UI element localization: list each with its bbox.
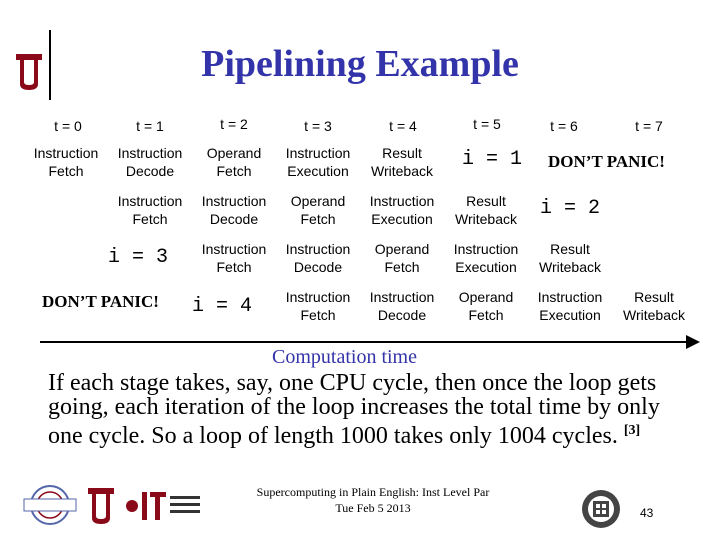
stage-operand-fetch: Operand Fetch (206, 145, 262, 179)
panic-label: DON’T PANIC! (42, 292, 159, 311)
footer-line: Supercomputing in Plain English: Inst Level Par (256, 485, 490, 499)
stage-instruction-decode: Instruction Decode (285, 241, 351, 275)
stage-instruction-fetch: Instruction Fetch (285, 289, 351, 323)
time-label: t = 3 (304, 118, 332, 134)
iteration-label: i = 2 (540, 197, 601, 220)
page-number: 43 (640, 506, 654, 520)
stage-operand-fetch: Operand Fetch (458, 289, 514, 323)
slide-title: Pipelining Example (201, 43, 519, 85)
stage-instruction-execution: Instruction Execution (285, 145, 351, 179)
time-label: t = 6 (550, 118, 578, 134)
time-axis-arrow-icon (686, 335, 700, 349)
stage-operand-fetch: Operand Fetch (290, 193, 346, 227)
footer-date: Tue Feb 5 2013 (335, 501, 411, 515)
iteration-label: i = 4 (192, 295, 253, 318)
iteration-label: i = 1 (462, 148, 523, 171)
time-label: t = 2 (220, 116, 248, 132)
citation: [3] (623, 423, 641, 438)
time-label: t = 4 (389, 118, 417, 134)
time-label: t = 5 (473, 116, 501, 132)
stage-result-writeback: Result Writeback (371, 145, 433, 179)
ou-logo-icon (84, 484, 118, 528)
stage-instruction-execution: Instruction Execution (369, 193, 435, 227)
stage-instruction-fetch: Instruction Fetch (33, 145, 99, 179)
stage-instruction-fetch: Instruction Fetch (117, 193, 183, 227)
ncsi-logo-icon (580, 488, 622, 530)
stage-result-writeback: Result Writeback (623, 289, 685, 323)
stage-instruction-decode: Instruction Decode (369, 289, 435, 323)
time-axis (40, 341, 690, 343)
time-label: t = 0 (54, 118, 82, 134)
stage-instruction-execution: Instruction Execution (453, 241, 519, 275)
body-text-content: If each stage takes, say, one CPU cycle, then once the loop gets going, each iteration of the loop increases the total time by only one cycle. So a loop of length 1000 takes only 1004 cycles. (48, 370, 660, 449)
time-label: t = 1 (136, 118, 164, 134)
ou-it-logo-icon (122, 486, 202, 526)
stage-result-writeback: Result Writeback (539, 241, 601, 275)
footer-text (228, 484, 518, 516)
body-text (48, 371, 688, 448)
oscer-logo-icon (20, 484, 80, 526)
panic-label: DON’T PANIC! (548, 152, 665, 171)
time-label: t = 7 (635, 118, 663, 134)
stage-instruction-decode: Instruction Decode (117, 145, 183, 179)
stage-instruction-execution: Instruction Execution (537, 289, 603, 323)
stage-instruction-fetch: Instruction Fetch (201, 241, 267, 275)
stage-instruction-decode: Instruction Decode (201, 193, 267, 227)
stage-operand-fetch: Operand Fetch (374, 241, 430, 275)
iteration-label: i = 3 (108, 246, 169, 269)
axis-label: Computation time (272, 346, 417, 368)
stage-result-writeback: Result Writeback (455, 193, 517, 227)
